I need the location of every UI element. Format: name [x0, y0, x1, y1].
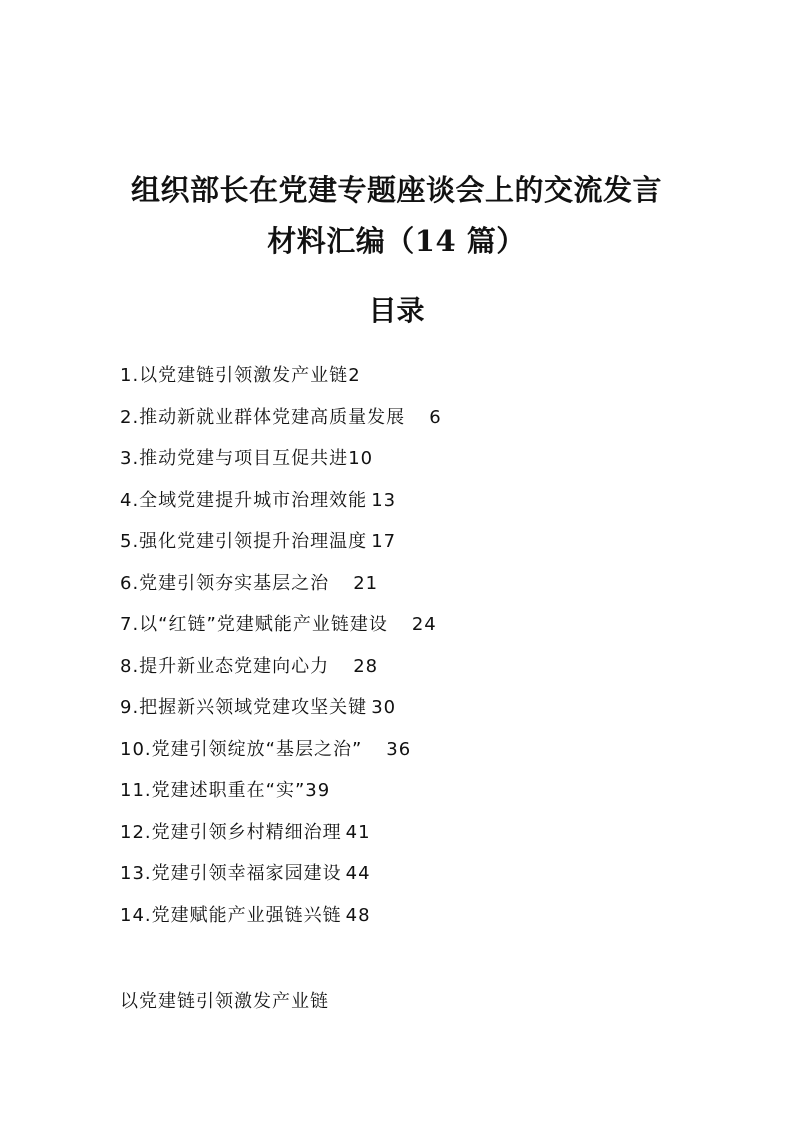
toc-item-text: 11.党建述职重在“实”	[120, 780, 306, 801]
toc-item-page: 13	[371, 489, 397, 511]
toc-item-page: 10	[348, 448, 374, 469]
table-of-contents	[120, 362, 442, 943]
toc-item-text: 6.党建引领夯实基层之治	[120, 572, 330, 594]
toc-item-text: 10.党建引领绽放“基层之治”	[120, 738, 363, 760]
toc-item-2[interactable]	[120, 404, 442, 446]
toc-item-page: 44	[345, 863, 371, 884]
toc-item-5[interactable]	[120, 528, 442, 570]
toc-item-10[interactable]	[120, 736, 442, 778]
toc-item-page: 36	[386, 738, 412, 760]
toc-item-text: 14.党建赋能产业强链兴链	[120, 904, 342, 926]
toc-item-page: 39	[305, 780, 331, 801]
toc-item-text: 5.强化党建引领提升治理温度	[120, 531, 368, 552]
section-heading: 以党建链引领激发产业链	[120, 991, 329, 1012]
toc-item-text: 12.党建引领乡村精细治理	[120, 821, 342, 843]
toc-item-page: 28	[353, 655, 379, 677]
toc-item-text: 3.推动党建与项目互促共进	[120, 448, 349, 469]
document-title-line-2: 材料汇编（14 篇）	[267, 224, 526, 258]
document-title-line-1: 组织部长在党建专题座谈会上的交流发言	[130, 173, 662, 207]
toc-heading: 目录	[368, 294, 425, 327]
toc-item-page: 21	[353, 572, 379, 594]
toc-item-page: 6	[429, 406, 442, 428]
toc-item-text: 13.党建引领幸福家园建设	[120, 863, 342, 884]
toc-item-4[interactable]	[120, 487, 442, 529]
toc-item-page: 41	[345, 821, 371, 843]
toc-item-13[interactable]	[120, 860, 442, 902]
toc-item-text: 1.以党建链引领激发产业链	[120, 365, 349, 386]
toc-item-12[interactable]	[120, 819, 442, 861]
toc-item-page: 2	[348, 365, 361, 386]
toc-item-7[interactable]	[120, 611, 442, 653]
toc-item-text: 9.把握新兴领域党建攻坚关键	[120, 697, 368, 718]
toc-item-9[interactable]	[120, 694, 442, 736]
toc-item-page: 24	[411, 614, 437, 635]
toc-item-6[interactable]	[120, 570, 442, 612]
toc-item-8[interactable]	[120, 653, 442, 695]
toc-item-14[interactable]	[120, 902, 442, 944]
toc-item-text: 8.提升新业态党建向心力	[120, 655, 330, 677]
toc-item-11[interactable]	[120, 777, 442, 819]
toc-item-text: 4.全域党建提升城市治理效能	[120, 489, 368, 511]
toc-item-1[interactable]	[120, 362, 442, 404]
toc-item-page: 48	[345, 904, 371, 926]
toc-item-text: 2.推动新就业群体党建高质量发展	[120, 406, 406, 428]
toc-item-text: 7.以“红链”党建赋能产业链建设	[120, 614, 388, 635]
toc-item-page: 30	[371, 697, 397, 718]
toc-item-page: 17	[371, 531, 397, 552]
toc-item-3[interactable]	[120, 445, 442, 487]
